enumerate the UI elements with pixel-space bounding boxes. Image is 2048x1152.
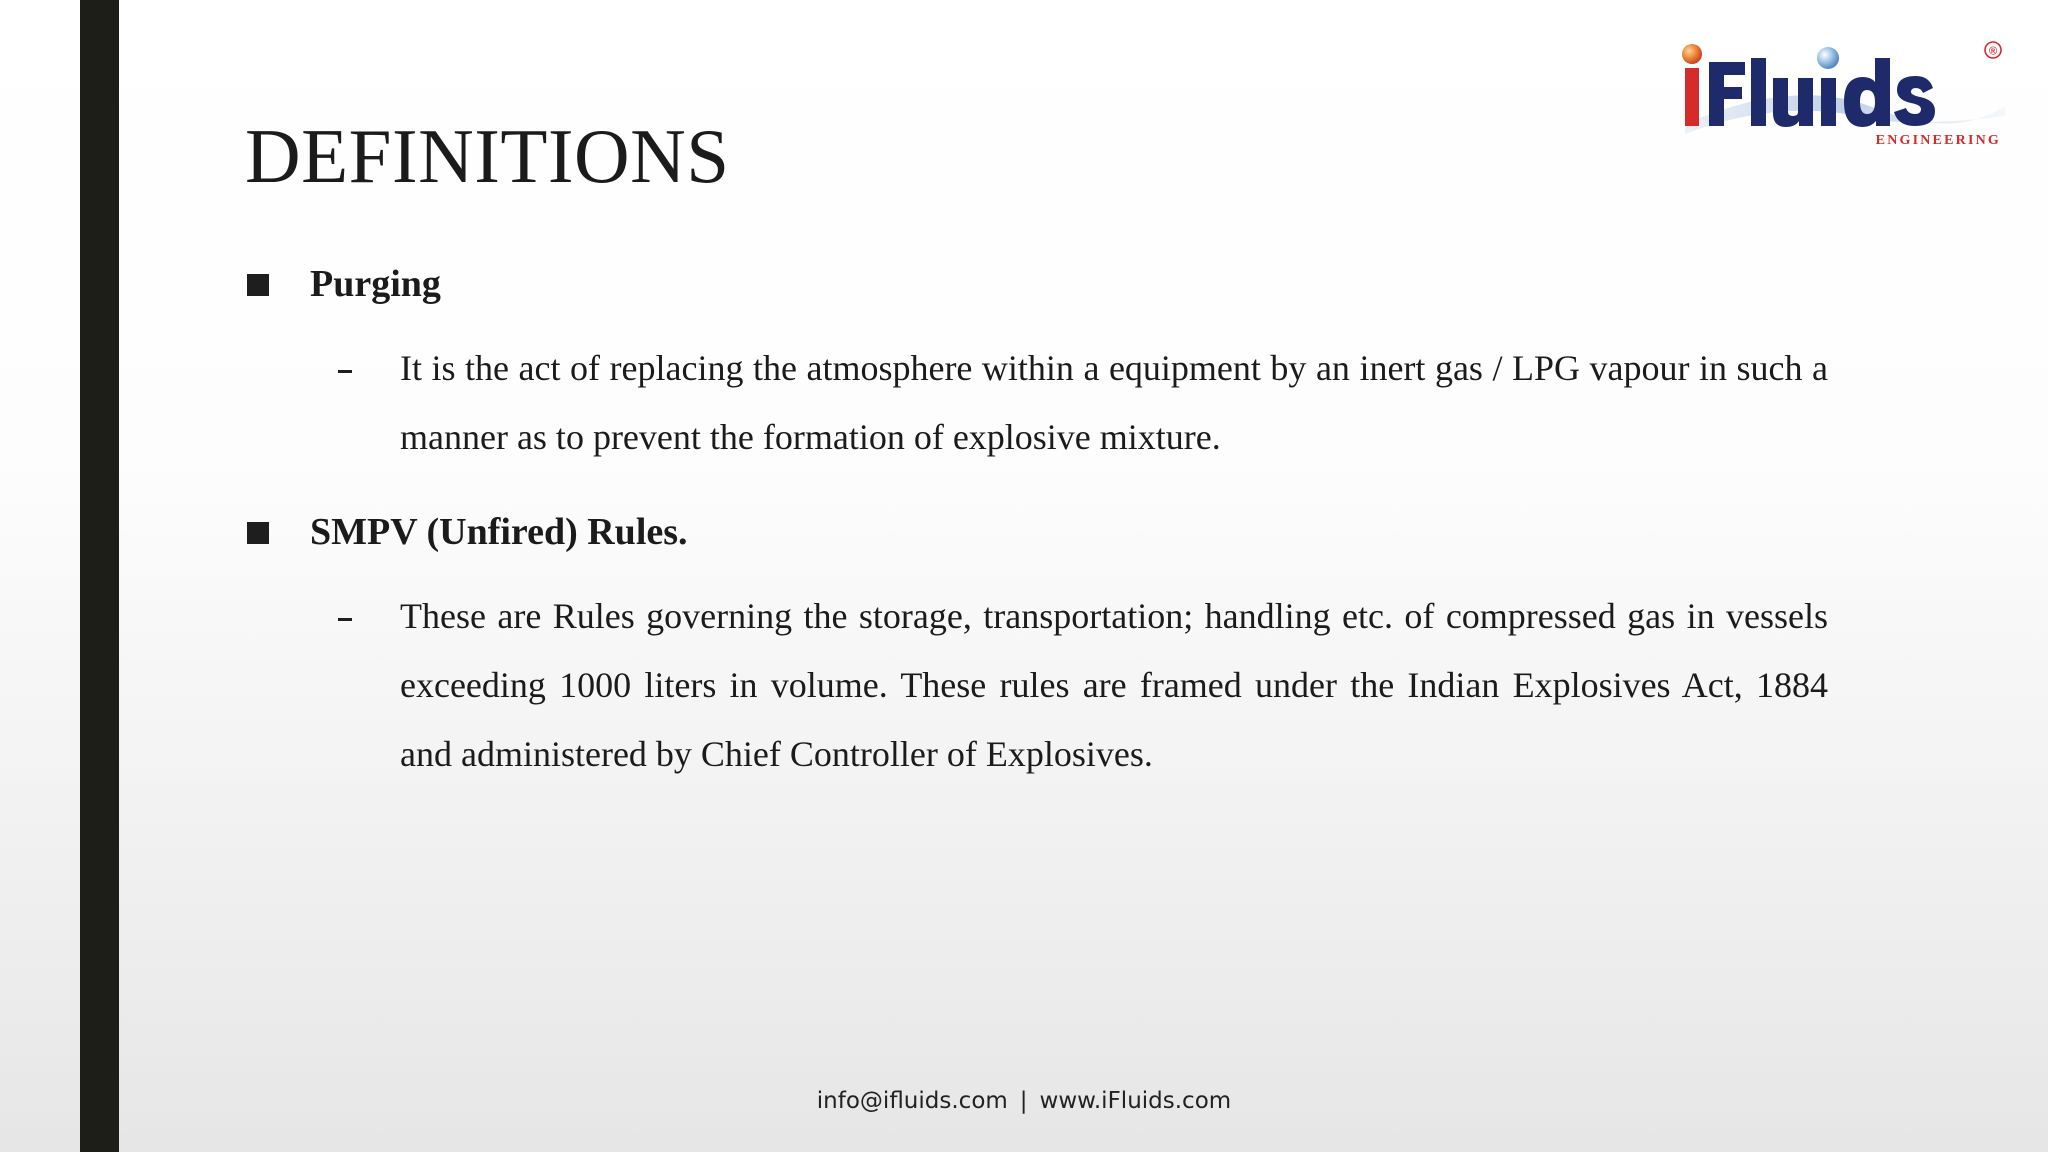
dash-icon [338,370,352,373]
footer-email-link[interactable]: info@ifluids.com [816,1088,1008,1114]
dash-icon [338,618,352,621]
ifluids-logo [1675,36,2005,156]
logo-tagline: ENGINEERING [1875,133,2001,148]
item-text: These are Rules governing the storage, transportation; handling etc. of compressed gas in vessels exceeding 1000 liters in volume. These rules are framed under the Indian Explosives Act, 1884 and administered by Chief Controller of Explosives. [400,596,1828,774]
footer-separator: | [1019,1088,1028,1114]
bullet-square-icon [247,522,269,544]
bullet-square-icon [247,274,269,296]
footer [0,1088,2048,1114]
footer-website-link[interactable]: www.iFluids.com [1039,1088,1232,1114]
item-heading: SMPV (Unfired) Rules. [310,511,688,553]
slide-title: DEFINITIONS [245,113,730,199]
item-text: It is the act of replacing the atmosphere within a equipment by an inert gas / LPG vapour in such a manner as to prevent the formation of explosive mixture. [400,348,1828,457]
registered-mark: ® [1988,45,1998,58]
item-heading: Purging [310,263,441,305]
left-accent-bar [80,0,119,1152]
